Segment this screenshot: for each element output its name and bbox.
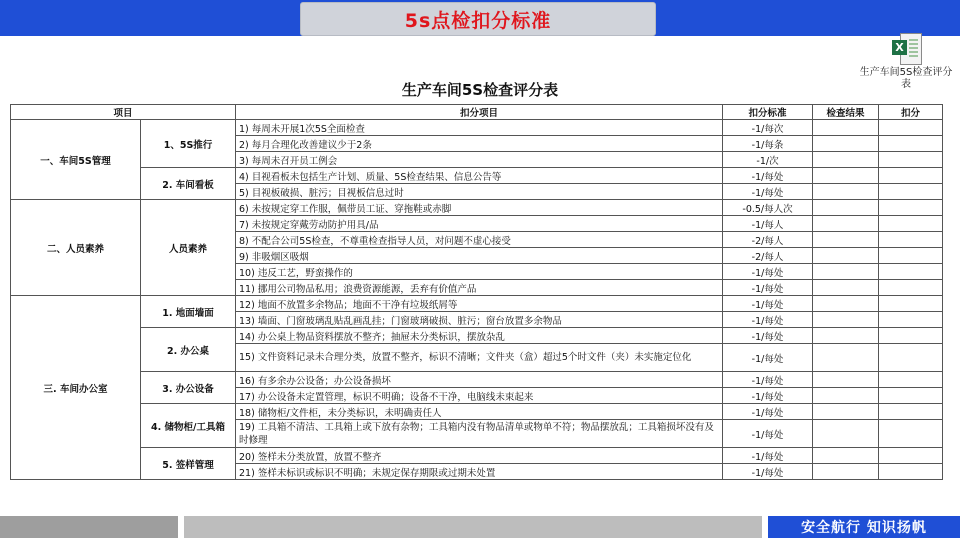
check-result-cell[interactable] bbox=[813, 372, 879, 388]
deduction-cell[interactable] bbox=[879, 168, 943, 184]
subgroup-name: 5. 签样管理 bbox=[141, 448, 236, 480]
deduction-item: 18) 储物柜/文件柜，未分类标识，未明确责任人 bbox=[236, 404, 723, 420]
deduction-cell[interactable] bbox=[879, 296, 943, 312]
deduction-standard: -1/每处 bbox=[723, 388, 813, 404]
excel-badge: X bbox=[892, 40, 907, 55]
deduction-standard: -1/每处 bbox=[723, 280, 813, 296]
deduction-cell[interactable] bbox=[879, 136, 943, 152]
deduction-standard: -1/每人 bbox=[723, 216, 813, 232]
header-deduction: 扣分 bbox=[879, 105, 943, 120]
check-result-cell[interactable] bbox=[813, 344, 879, 372]
deduction-cell[interactable] bbox=[879, 248, 943, 264]
check-result-cell[interactable] bbox=[813, 464, 879, 480]
deduction-cell[interactable] bbox=[879, 448, 943, 464]
deduction-cell[interactable] bbox=[879, 120, 943, 136]
group-name: 二、人员素养 bbox=[11, 200, 141, 296]
deduction-standard: -1/每处 bbox=[723, 328, 813, 344]
deduction-item: 13) 墙面、门窗玻璃乱贴乱画乱挂；门窗玻璃破损、脏污；窗台放置多余物品 bbox=[236, 312, 723, 328]
check-result-cell[interactable] bbox=[813, 312, 879, 328]
deduction-standard: -1/每处 bbox=[723, 420, 813, 448]
deduction-standard: -1/每处 bbox=[723, 344, 813, 372]
deduction-item: 19) 工具箱不清洁、工具箱上或下放有杂物；工具箱内没有物品清单或物单不符；物品摆放乱；工具箱损坏没有及时修理 bbox=[236, 420, 723, 448]
check-result-cell[interactable] bbox=[813, 264, 879, 280]
subgroup-name: 1. 地面墙面 bbox=[141, 296, 236, 328]
table-row bbox=[11, 404, 943, 420]
deduction-item: 14) 办公桌上物品资料摆放不整齐；抽屉未分类标识，摆放杂乱 bbox=[236, 328, 723, 344]
attachment-label: 生产车间5S检查评分表 bbox=[859, 67, 953, 90]
header-deduction-standard: 扣分标准 bbox=[723, 105, 813, 120]
deduction-standard: -1/每次 bbox=[723, 120, 813, 136]
check-result-cell[interactable] bbox=[813, 248, 879, 264]
subgroup-name: 2. 办公桌 bbox=[141, 328, 236, 372]
subgroup-name: 1、5S推行 bbox=[141, 120, 236, 168]
check-result-cell[interactable] bbox=[813, 168, 879, 184]
deduction-standard: -1/每处 bbox=[723, 312, 813, 328]
deduction-item: 11) 挪用公司物品私用；浪费资源能源，丢弃有价值产品 bbox=[236, 280, 723, 296]
check-result-cell[interactable] bbox=[813, 136, 879, 152]
deduction-cell[interactable] bbox=[879, 152, 943, 168]
excel-file-icon[interactable] bbox=[892, 33, 920, 63]
check-result-cell[interactable] bbox=[813, 296, 879, 312]
group-name: 三. 车间办公室 bbox=[11, 296, 141, 480]
deduction-cell[interactable] bbox=[879, 184, 943, 200]
deduction-standard: -2/每人 bbox=[723, 248, 813, 264]
table-row bbox=[11, 296, 943, 312]
deduction-cell[interactable] bbox=[879, 344, 943, 372]
deduction-standard: -1/每处 bbox=[723, 404, 813, 420]
deduction-standard: -1/每处 bbox=[723, 184, 813, 200]
deduction-cell[interactable] bbox=[879, 420, 943, 448]
check-result-cell[interactable] bbox=[813, 152, 879, 168]
table-row bbox=[11, 372, 943, 388]
deduction-cell[interactable] bbox=[879, 372, 943, 388]
table-row bbox=[11, 168, 943, 184]
deduction-cell[interactable] bbox=[879, 404, 943, 420]
sheet-title: 生产车间5S检查评分表 bbox=[401, 81, 559, 99]
check-result-cell[interactable] bbox=[813, 404, 879, 420]
footer-bar-middle bbox=[184, 516, 762, 538]
deduction-item: 16) 有多余办公设备；办公设备损坏 bbox=[236, 372, 723, 388]
deduction-item: 9) 非吸烟区吸烟 bbox=[236, 248, 723, 264]
deduction-standard: -1/每处 bbox=[723, 464, 813, 480]
deduction-cell[interactable] bbox=[879, 328, 943, 344]
deduction-standard: -1/每处 bbox=[723, 372, 813, 388]
deduction-item: 12) 地面不放置多余物品；地面不干净有垃圾纸屑等 bbox=[236, 296, 723, 312]
title-box bbox=[300, 2, 656, 36]
deduction-item: 2) 每月合理化改善建议少于2条 bbox=[236, 136, 723, 152]
check-result-cell[interactable] bbox=[813, 232, 879, 248]
deduction-standard: -1/每处 bbox=[723, 296, 813, 312]
subgroup-name: 3. 办公设备 bbox=[141, 372, 236, 404]
table-row bbox=[11, 120, 943, 136]
deduction-standard: -1/每处 bbox=[723, 264, 813, 280]
excel-attachment[interactable] bbox=[858, 33, 954, 91]
page-title: 5s点检扣分标准 bbox=[404, 9, 552, 32]
deduction-standard: -1/次 bbox=[723, 152, 813, 168]
footer-slogan: 安全航行 知识扬帆 bbox=[768, 516, 960, 538]
deduction-cell[interactable] bbox=[879, 232, 943, 248]
table-row bbox=[11, 448, 943, 464]
deduction-item: 15) 文件资料记录未合理分类，放置不整齐，标识不清晰；文件夹（盒）超过5个时文件（夹）未实施定位化 bbox=[236, 344, 723, 372]
table-body bbox=[11, 120, 943, 480]
header-project: 项目 bbox=[11, 105, 236, 120]
footer-bar-left bbox=[0, 516, 178, 538]
header-deduction-item: 扣分项目 bbox=[236, 105, 723, 120]
inspection-table bbox=[10, 104, 943, 480]
deduction-standard: -0.5/每人次 bbox=[723, 200, 813, 216]
deduction-item: 21) 签样未标识或标识不明确；未规定保存期限或过期未处置 bbox=[236, 464, 723, 480]
deduction-item: 20) 签样未分类放置，放置不整齐 bbox=[236, 448, 723, 464]
deduction-cell[interactable] bbox=[879, 464, 943, 480]
check-result-cell[interactable] bbox=[813, 448, 879, 464]
deduction-item: 3) 每周未召开员工例会 bbox=[236, 152, 723, 168]
table-header-row bbox=[11, 105, 943, 120]
deduction-item: 10) 违反工艺，野蛮操作的 bbox=[236, 264, 723, 280]
deduction-item: 6) 未按规定穿工作服，佩带员工证、穿拖鞋或赤脚 bbox=[236, 200, 723, 216]
check-result-cell[interactable] bbox=[813, 120, 879, 136]
deduction-cell[interactable] bbox=[879, 280, 943, 296]
deduction-standard: -1/每处 bbox=[723, 448, 813, 464]
deduction-standard: -2/每人 bbox=[723, 232, 813, 248]
check-result-cell[interactable] bbox=[813, 280, 879, 296]
table-row bbox=[11, 200, 943, 216]
deduction-item: 17) 办公设备未定置管理，标识不明确；设备不干净，电脑线未束起来 bbox=[236, 388, 723, 404]
deduction-item: 8) 不配合公司5S检查，不尊重检查指导人员，对问题不虚心接受 bbox=[236, 232, 723, 248]
subgroup-name: 人员素养 bbox=[141, 200, 236, 296]
deduction-standard: -1/每条 bbox=[723, 136, 813, 152]
subgroup-name: 4. 储物柜/工具箱 bbox=[141, 404, 236, 448]
deduction-item: 4) 目视看板未包括生产计划、质量、5S检查结果、信息公告等 bbox=[236, 168, 723, 184]
header-check-result: 检查结果 bbox=[813, 105, 879, 120]
table-row bbox=[11, 328, 943, 344]
deduction-cell[interactable] bbox=[879, 264, 943, 280]
deduction-item: 5) 目视板破损、脏污；目视板信息过时 bbox=[236, 184, 723, 200]
group-name: 一、车间5S管理 bbox=[11, 120, 141, 200]
check-result-cell[interactable] bbox=[813, 200, 879, 216]
check-result-cell[interactable] bbox=[813, 216, 879, 232]
deduction-item: 1) 每周未开展1次5S全面检查 bbox=[236, 120, 723, 136]
deduction-cell[interactable] bbox=[879, 216, 943, 232]
subgroup-name: 2. 车间看板 bbox=[141, 168, 236, 200]
deduction-item: 7) 未按规定穿戴劳动防护用具/品 bbox=[236, 216, 723, 232]
check-result-cell[interactable] bbox=[813, 388, 879, 404]
check-result-cell[interactable] bbox=[813, 328, 879, 344]
check-result-cell[interactable] bbox=[813, 420, 879, 448]
deduction-cell[interactable] bbox=[879, 312, 943, 328]
deduction-standard: -1/每处 bbox=[723, 168, 813, 184]
deduction-cell[interactable] bbox=[879, 388, 943, 404]
deduction-cell[interactable] bbox=[879, 200, 943, 216]
check-result-cell[interactable] bbox=[813, 184, 879, 200]
